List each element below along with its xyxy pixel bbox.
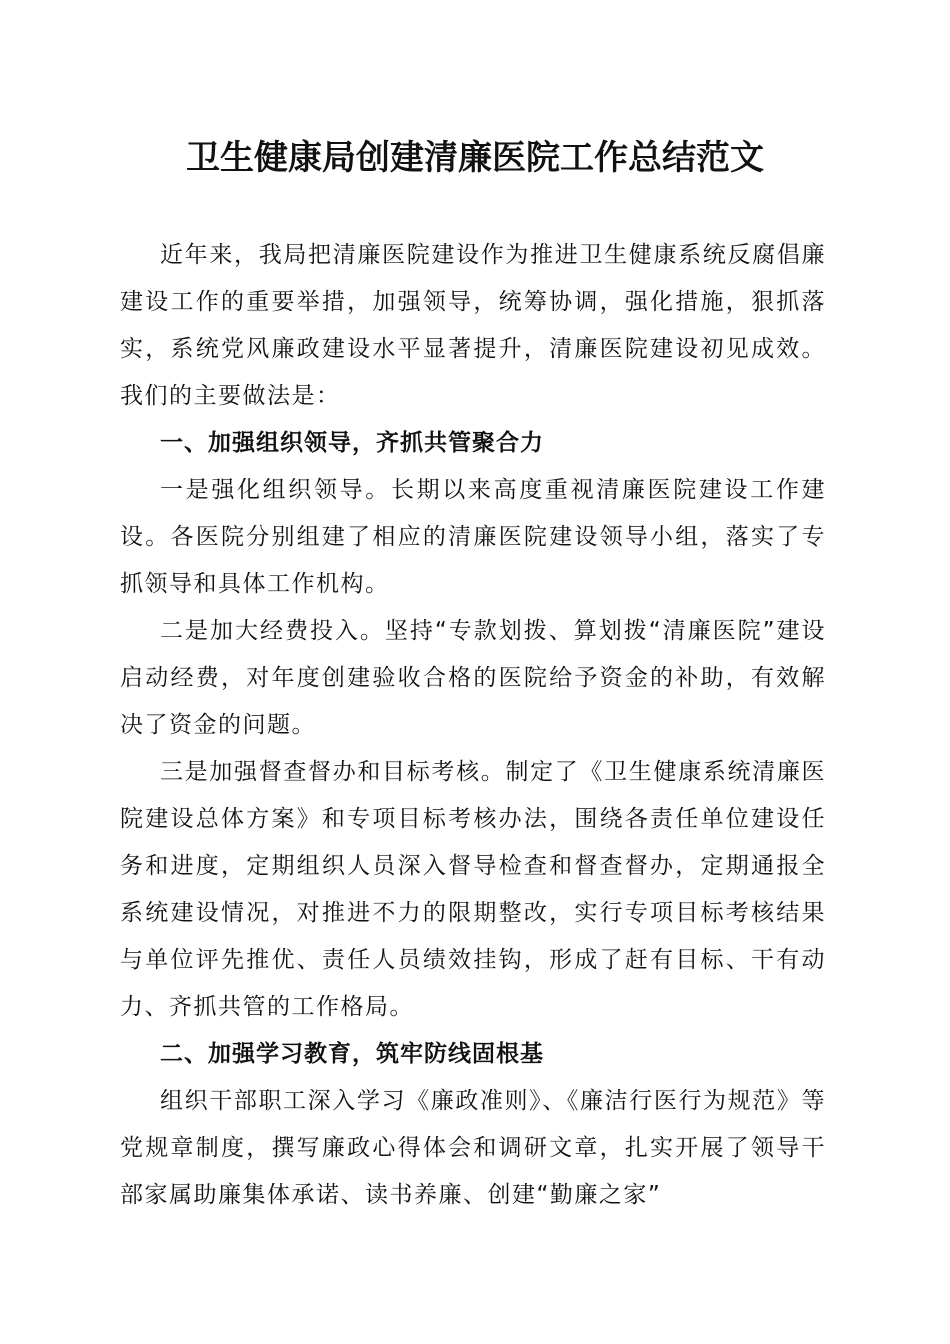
section-1-paragraph-3 [120,749,826,1031]
section-1-heading: 一、加强组织领导，齐抓共管聚合力 [160,430,544,456]
document-title: 卫生健康局创建清廉医院工作总结范文 [186,138,764,178]
paragraph-text: 坚持“专款划拨、算划拨“清廉医院”建设启动经费，对年度创建验收合格的医院给予资金的补助，有效解决了资金的问题。 [120,618,827,738]
paragraph-lead: 二是加大经费投入。 [160,618,385,644]
paragraph-lead: 三是加强督查督办和目标考核。 [160,759,506,785]
intro-paragraph: 近年来，我局把清廉医院建设作为推进卫生健康系统反腐倡廉建设工作的重要举措，加强领导，统筹协调，强化措施，狠抓落实，系统党风廉政建设水平显著提升，清廉医院建设初见成效。我们的主要做法是： [120,242,826,409]
paragraph-text: 长期以来高度重视清廉医院建设工作建设。各医院分别组建了相应的清廉医院建设领导小组，落实了专抓领导和具体工作机构。 [120,477,827,597]
paragraph-text: 制定了《卫生健康系统清廉医院建设总体方案》和专项目标考核办法，围绕各责任单位建设任务和进度，定期组织人员深入督导检查和督查督办，定期通报全系统建设情况，对推进不力的限期整改，实行专项目标考核结果与单位评先推优、责任人员绩效挂钩，形成了赶有目标、干有动力、齐抓共管的工作格局。 [120,759,827,1020]
section-2-heading: 二、加强学习教育，筑牢防线固根基 [160,1041,544,1067]
section-1-paragraph-1 [120,467,826,608]
document-body [120,232,826,1219]
section-2-paragraph-1: 组织干部职工深入学习《廉政准则》、《廉洁行医行为规范》等党规章制度，撰写廉政心得体会和调研文章，扎实开展了领导干部家属助廉集体承诺、读书养廉、创建“勤廉之家” [120,1088,826,1208]
paragraph-lead: 一是强化组织领导。 [160,477,391,503]
section-1-paragraph-2 [120,608,826,749]
